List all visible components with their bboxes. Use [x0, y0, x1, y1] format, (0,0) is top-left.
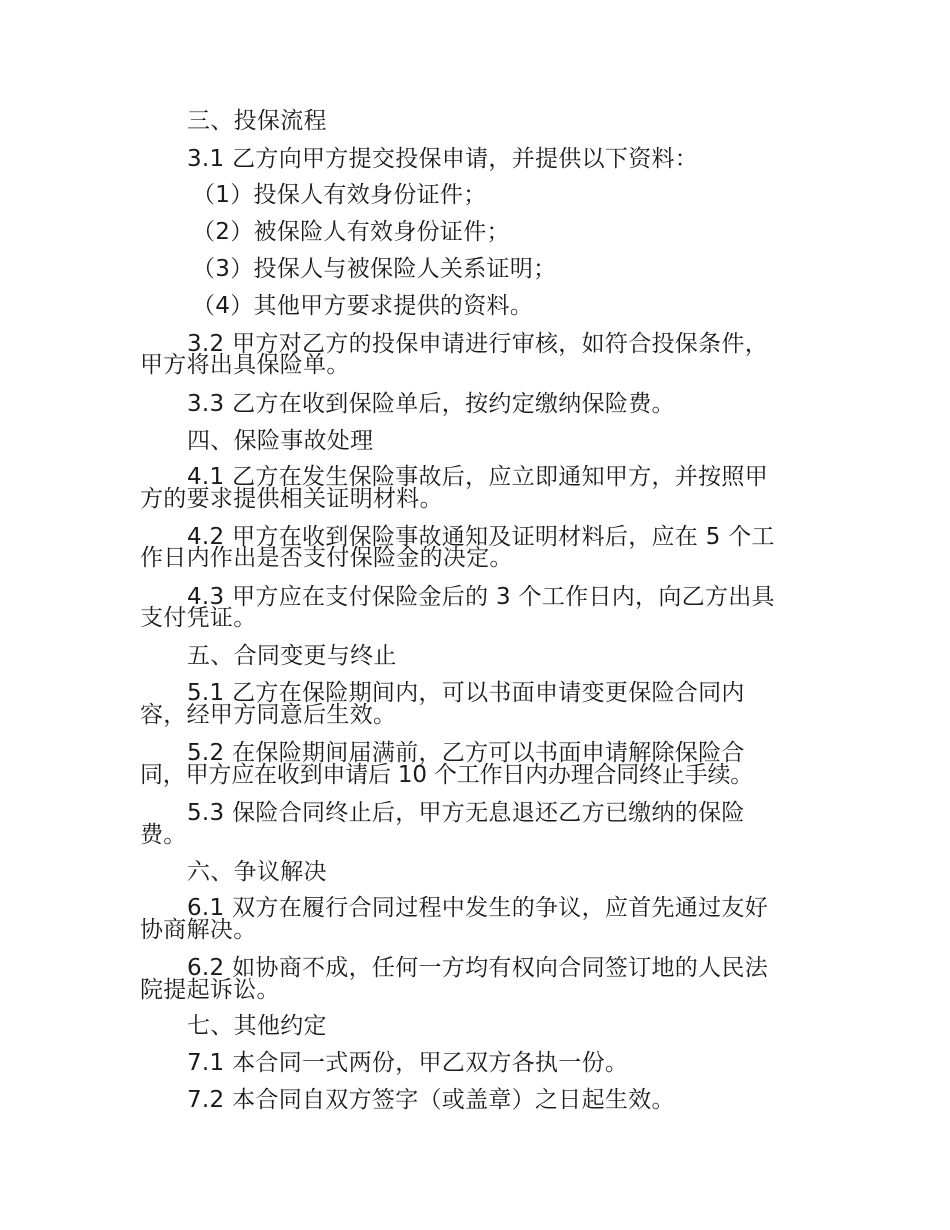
section-heading-6: 六、争议解决	[187, 859, 327, 885]
clause-4-2-line2: 作日内作出是否支付保险金的决定。	[140, 545, 513, 571]
list-item: （1）投保人有效身份证件；	[192, 182, 487, 208]
clause-4-3-line2: 支付凭证。	[140, 605, 257, 631]
clause-5-3-line2: 费。	[140, 822, 187, 848]
list-item: （4）其他甲方要求提供的资料。	[192, 293, 534, 319]
clause-4-2-line1: 4.2 甲方在收到保险事故通知及证明材料后，应在 5 个工	[187, 524, 775, 550]
clause-6-1-line2: 协商解决。	[140, 917, 257, 943]
clause-4-1-line1: 4.1 乙方在发生保险事故后，应立即通知甲方，并按照甲	[187, 464, 768, 490]
clause-4-3-line1: 4.3 甲方应在支付保险金后的 3 个工作日内，向乙方出具	[187, 584, 775, 610]
list-item: （3）投保人与被保险人关系证明；	[192, 256, 557, 282]
clause-5-2-line2: 同，甲方应在收到申请后 10 个工作日内办理合同终止手续。	[140, 762, 754, 788]
clause-3-1: 3.1 乙方向甲方提交投保申请，并提供以下资料：	[187, 146, 699, 172]
clause-3-3: 3.3 乙方在收到保险单后，按约定缴纳保险费。	[187, 391, 675, 417]
clause-6-2-line1: 6.2 如协商不成，任何一方均有权向合同签订地的人民法	[187, 955, 768, 981]
clause-7-2: 7.2 本合同自双方签字（或盖章）之日起生效。	[187, 1087, 675, 1113]
section-heading-3: 三、投保流程	[187, 108, 327, 134]
clause-5-1-line1: 5.1 乙方在保险期间内，可以书面申请变更保险合同内	[187, 680, 745, 706]
section-heading-4: 四、保险事故处理	[187, 428, 374, 454]
section-heading-5: 五、合同变更与终止	[187, 643, 397, 669]
clause-4-1-line2: 方的要求提供相关证明材料。	[140, 486, 443, 512]
clause-6-2-line2: 院提起诉讼。	[140, 977, 280, 1003]
clause-5-3-line1: 5.3 保险合同终止后，甲方无息退还乙方已缴纳的保险	[187, 800, 745, 826]
clause-3-2-line1: 3.2 甲方对乙方的投保申请进行审核，如符合投保条件，	[187, 331, 768, 357]
clause-5-2-line1: 5.2 在保险期间届满前，乙方可以书面申请解除保险合	[187, 740, 745, 766]
section-heading-7: 七、其他约定	[187, 1013, 327, 1039]
list-item: （2）被保险人有效身份证件；	[192, 219, 510, 245]
clause-6-1-line1: 6.1 双方在履行合同过程中发生的争议，应首先通过友好	[187, 895, 768, 921]
clause-7-1: 7.1 本合同一式两份，甲乙双方各执一份。	[187, 1050, 629, 1076]
clause-5-1-line2: 容，经甲方同意后生效。	[140, 702, 397, 728]
clause-3-2-line2: 甲方将出具保险单。	[140, 352, 350, 378]
